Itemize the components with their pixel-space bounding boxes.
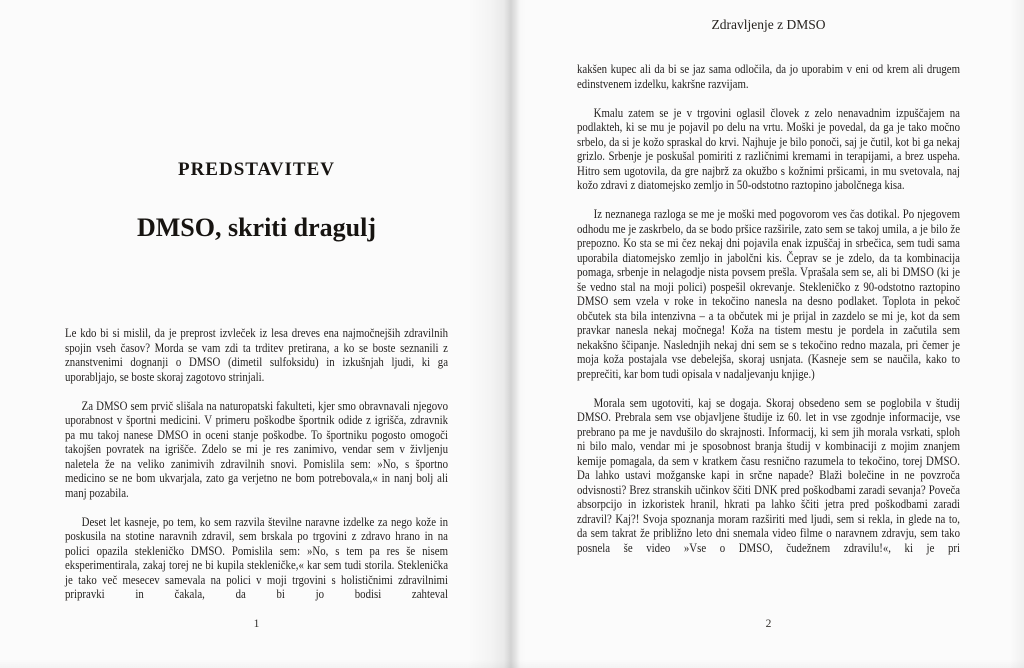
section-label: PREDSTAVITEV <box>177 159 335 180</box>
paragraph: Iz neznanega razloga se me je moški med pogovorom ves čas dotikal. Po njegovem odhodu me je zaskrbelo, da se bodo pršice razširile, zato sem se takoj umila, a je bilo že prepozno. Ko sta se mi čez nekaj dni pojavila enak izpuščaj in srbečica, sem tudi sama uporabila diatomejsko zemljo in jabolčni kis. Čeprav se je zdelo, da ta kombinacija pomaga, srbenje in nelagodje nista povsem prešla. Vprašala sem se, ali bi DMSO (ki je še vedno stal na moji polici) pospešil okrevanje. Stekleničko z 90-odstotno raztopino DMSO sem vzela v roke in tekočino nanesla na desno podlaket. Toplota in pekoč občutek sta bila intenzivna – a ta občutek mi je prijal in zazdelo se mi je, kot da sem pravkar nanesla nekaj močnega! Koža na tistem mestu je pordela in začutila sem nekakšno ščipanje. Naslednjih nekaj dni sem se s tekočino redno mazala, pri čemer je moja koža postajala vse debelejša, skoraj usnjata. (Kasneje sem se naučila, kako to preprečiti, kar bom tudi opisala v nadaljevanju knjige.) <box>577 206 960 381</box>
page-number-left: 1 <box>253 618 260 630</box>
page-right <box>512 0 1024 668</box>
paragraph: kakšen kupec ali da bi se jaz sama odločila, da jo uporabim v eni od krem ali drugem edinstvenem izdelku, kakršne razvijam. <box>577 61 960 91</box>
paragraph: Morala sem ugotoviti, kaj se dogaja. Skoraj obsedeno sem se poglobila v študij DMSO. Prebrala sem vse objavljene študije iz 60. let in vse zgodnje informacije, vse prebrano pa me je navdušilo do skrajnosti. Informacij, ki sem jih morala vsrkati, sploh ni bilo malo, vendar mi je sposobnost branja študij v kombinaciji z mojim znanjem kemije pomagala, da sem v kratkem času resnično razumela to tekočino, torej DMSO. Da lahko ustavi možganske kapi in srčne napade? Blaži bolečine in ne povzroča odvisnosti? Brez stranskih učinkov ščiti DNK pred poškodbami zaradi sevanja? Poveča absorpcijo in izkoristek hranil, hkrati pa lahko ščiti jetra pred poškodbami zaradi zdravil? Kaj?! Svoja spoznanja moram razširiti med ljudi, sem si rekla, in glede na to, da sem takrat že približno leto dni snemala video filme o naravnem zdravju, sem tako posnela še video »Vse o DMSO, čudežnem zdravilu!«, ki je pri <box>577 394 960 555</box>
paragraph: Kmalu zatem se je v trgovini oglasil človek z zelo nenavadnim izpuščajem na podlakteh, ki se mu je pojavil po delu na vrtu. Moški je povedal, da ga je tako močno srbelo, da si je kožo spraskal do krvi. Najhuje je bilo ponoči, saj je čutil, kot bi ga nekaj grizlo. Srbenje je poskušal pomiriti z različnimi kremami in terapijami, a brez uspeha. Hitro sem ugotovila, da gre najbrž za okužbo s kožnimi pršicami, in mu svetovala, naj kožo zdravi z diatomejsko zemljo in 50-odstotno raztopino jabolčnega kisa. <box>577 104 960 192</box>
paragraph: Za DMSO sem prvič slišala na naturopatski fakulteti, kjer smo obravnavali njegovo uporabnost v športni medicini. V primeru poškodbe športnik odide z igrišča, zdravnik pa mu takoj nanese DMSO in oceni stanje poškodbe. To športniku pogosto omogoči takojšen povratek na igrišče. Zdelo se mi je res zanimivo, vendar sem v življenju naletela že na veliko zanimivih zdravilnih snovi. Pomislila sem: »No, s športno medicino se ne bom ukvarjala, zato ga verjetno ne bom potrebovala,« in nanj bolj ali manj pozabila. <box>65 397 448 500</box>
left-page-body-text <box>65 326 448 616</box>
page-number-right: 2 <box>765 618 772 630</box>
paragraph: Deset let kasneje, po tem, ko sem razvila številne naravne izdelke za nego kože in poskusila na stotine naravnih zdravil, sem brskala po trgovini z zdravo hrano in na polici opazila stekleničko DMSO. Pomislila sem: »No, s tem pa res še nisem eksperimentirala, zakaj torej ne bi kupila stekleničke,« kar sem tudi storila. Steklenička je tako več mesecev samevala na polici v moji trgovini s holističnimi zdravilnimi pripravki in čakala, da bi jo bodisi zahteval <box>65 513 448 601</box>
running-header: Zdravljenje z DMSO <box>711 17 826 32</box>
chapter-title: DMSO, skriti dragulj <box>136 213 377 242</box>
right-page-body-text <box>577 62 960 570</box>
paragraph: Le kdo bi si mislil, da je preprost izvleček iz lesa dreves ena najmočnejših zdravilnih spojin vseh časov? Morda se vam zdi ta trditev pretirana, a ko se boste seznanili z znanstvenimi dognanji o DMSO (dimetil sulfoksidu) in izkušnjah ljudi, ki ga uporabljajo, se boste skoraj zagotovo strinjali. <box>65 325 448 384</box>
